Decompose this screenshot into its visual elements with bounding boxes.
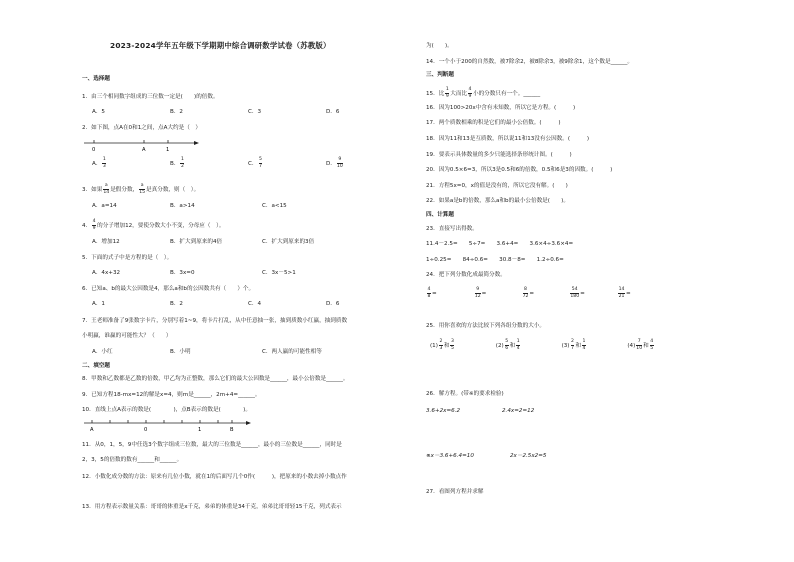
question-18: 18．因为11和13是互质数，所以说11和13没有公因数。( ) [426,136,590,142]
question-7-line-2: 小明赢，谁赢的可能性大？（ ） [82,333,172,339]
q3-option-c: C．a<15 [262,203,287,209]
q24-item-3: $\frac{8}{72}$ = [522,287,535,299]
page-title: 2023-2024学年五年级下学期期中综合调研数学试卷（苏教版） [110,41,331,50]
q5-option-b: B．3x=0 [170,270,195,276]
question-3: 3．如果 $\frac{a}{14}$ 是假分数， $\frac{a}{15}$ 是真分数，则（ ）。 [82,183,200,195]
question-16: 16．因为100>20x中含有未知数，所以它是方程。( ) [426,105,576,111]
question-14: 14．一个小于200的自然数，被7除余2，被8除余3，被9除余1，这个数是______。 [426,59,633,65]
question-10: 10．直线上点A表示的数是( )，点B表示的数是( )。 [82,407,251,413]
q4-option-c: C．扩大到原来的3倍 [262,239,315,245]
question-25: 25．用你喜欢的方法比较下列各组分数的大小。 [426,323,545,329]
q2-option-c: C． $\frac{5}{7}$ [248,157,262,169]
q1-option-c: C．3 [248,109,262,115]
q2-option-d: D． $\frac{9}{10}$ [326,157,343,169]
q3-option-a: A．a=14 [92,203,117,209]
question-8: 8．甲数和乙数都是乙数的倍数，甲乙均为正整数，那么它们的最大公因数是______，最小公倍数是______。 [82,376,349,382]
q2-nl-label-1: 1 [166,147,170,153]
section-judge-heading: 三、判断题 [426,72,454,78]
q10-nl-label-0: 0 [144,427,148,433]
q4-option-b: B．扩大到原来的4倍 [170,239,223,245]
q10-nl-label-1: 1 [198,427,202,433]
q7-option-a: A．小红 [92,349,113,355]
q24-item-1: $\frac{4}{8}$ = [427,287,437,299]
q24-item-5: $\frac{14}{21}$ = [618,287,631,299]
q23-row-2: 1÷0.25= 84÷0.6= 30.8－8= 1.2÷0.6= [426,257,564,263]
q2-nl-label-0: 0 [92,147,96,153]
q5-option-c: C．3x－5>1 [262,270,296,276]
q26-equation-3: ※x－3.6+6.4=10 [426,453,474,459]
q24-item-4: $\frac{54}{180}$ = [570,287,585,299]
q1-option-b: B．2 [170,109,183,115]
question-15: 15．比 $\frac{1}{9}$ 大而比 $\frac{4}{9}$ 小的分数只有一个。______ [426,87,541,99]
question-13-continued: 为( )。 [426,43,453,49]
q25-items [430,340,691,351]
question-26: 26．解方程。(带※的要求检验) [426,391,504,397]
question-9: 9．已知方程18-mx=12的解是x=4，则m是______，2m+4=______。 [82,392,261,398]
q26-equation-4: 2x－2.5x2=5 [510,453,547,459]
q24-item-2: $\frac{9}{12}$ = [474,287,487,299]
question-13: 13．用方程表示数量关系：哥哥的体重是x千克，弟弟的体重是34千克，弟弟比哥哥轻15千克，列式表示 [82,504,342,510]
section-choice-heading: 一、选择题 [82,76,110,82]
question-4: 4． $\frac{4}{9}$ 的分子增加12，要使分数大小不变，分母应（ ）。 [82,219,225,231]
question-20: 20．因为0.5×6=3，所以3是0.5和6的倍数，0.5和6是3的因数。( ) [426,167,613,173]
q6-option-c: C．4 [248,301,262,307]
q26-equation-1: 3.6+2x=6.2 [426,408,461,414]
question-24: 24．把下列分数化成最简分数。 [426,272,506,278]
q2-option-b: B． $\frac{1}{2}$ [170,157,184,169]
question-11-line-2: 2，3，5的倍数的数有______和______。 [82,457,183,463]
q25-item-2: (2) $\frac{5}{6}$ 和 $\frac{1}{4}$ [495,339,520,351]
question-5: 5．下面的式子中是方程的是（ ）。 [82,255,173,261]
q10-nl-label-a: A [90,427,94,433]
q1-option-a: A．5 [92,109,105,115]
q10-nl-label-b: B [230,427,234,433]
q2-nl-label-a: A [142,147,146,153]
section-calc-heading: 四、计算题 [426,212,454,218]
q6-option-a: A．1 [92,301,105,307]
question-17: 17．两个质数相乘的积是它们的最小公倍数。( ) [426,120,561,126]
q25-item-3: (3) $\frac{2}{7}$ 和 $\frac{1}{4}$ [561,339,586,351]
q25-item-4: (4) $\frac{7}{10}$ 和 $\frac{4}{5}$ [627,339,654,351]
q5-option-a: A．4x+32 [92,270,121,276]
question-19: 19．要表示具体数量的多少只能选择条形统计图。( ) [426,152,572,158]
q6-option-b: B．2 [170,301,183,307]
q6-option-d: D．6 [326,301,340,307]
question-6: 6．已知a、b的最大公因数是4，那么a和b的公因数共有（ ）个。 [82,286,255,292]
question-12: 12．小数化成分数的方法：原来有几位小数，就在1的后面写几个0作( )，把原来的小数去掉小数点作 [82,474,347,480]
q23-row-1: 11.4－2.5= 5÷7= 3.6+4= 3.6×4÷3.6×4= [426,241,574,247]
question-2: 2．如下图，点A在0和1之间，点A大约是（ ） [82,125,202,131]
question-11-line-1: 11．从0，1，5，9中任选3个数字组成三位数，最大的三位数是______，最小的三位数是______，同时是 [82,442,342,448]
question-1: 1．由三个相同数字组成的三位数一定是( )的倍数。 [82,94,219,100]
question-21: 21．方程5x=0，x的值是没有的，所以它没有解。( ) [426,183,568,189]
q7-option-c: C．两人赢的可能性相等 [262,349,322,355]
question-7-line-1: 7．王老师准备了9张数字卡片，分别写着1~9，将卡片打乱，从中任意抽一张，抽到质数小红赢，抽到质数 [82,318,348,324]
q10-number-line [82,416,252,436]
q25-item-1: (1) $\frac{2}{3}$ 和 $\frac{3}{5}$ [430,339,454,351]
section-fill-heading: 二、填空题 [82,363,110,369]
q2-number-line [82,136,202,154]
question-23: 23．直接写出得数。 [426,226,478,232]
q24-fractions [426,288,663,299]
question-22: 22．如果a是b的倍数，那么a和b的最小公倍数是( )。 [426,198,569,204]
q3-option-b: B．a>14 [170,203,195,209]
q7-option-b: B．小明 [170,349,191,355]
q1-option-d: D．6 [326,109,340,115]
q2-option-a: A． $\frac{1}{3}$ [92,157,106,169]
question-27: 27．看图列方程并求解 [426,489,484,495]
q26-equation-2: 2.4x=2=12 [502,408,535,414]
q4-option-a: A．增加12 [92,239,120,245]
